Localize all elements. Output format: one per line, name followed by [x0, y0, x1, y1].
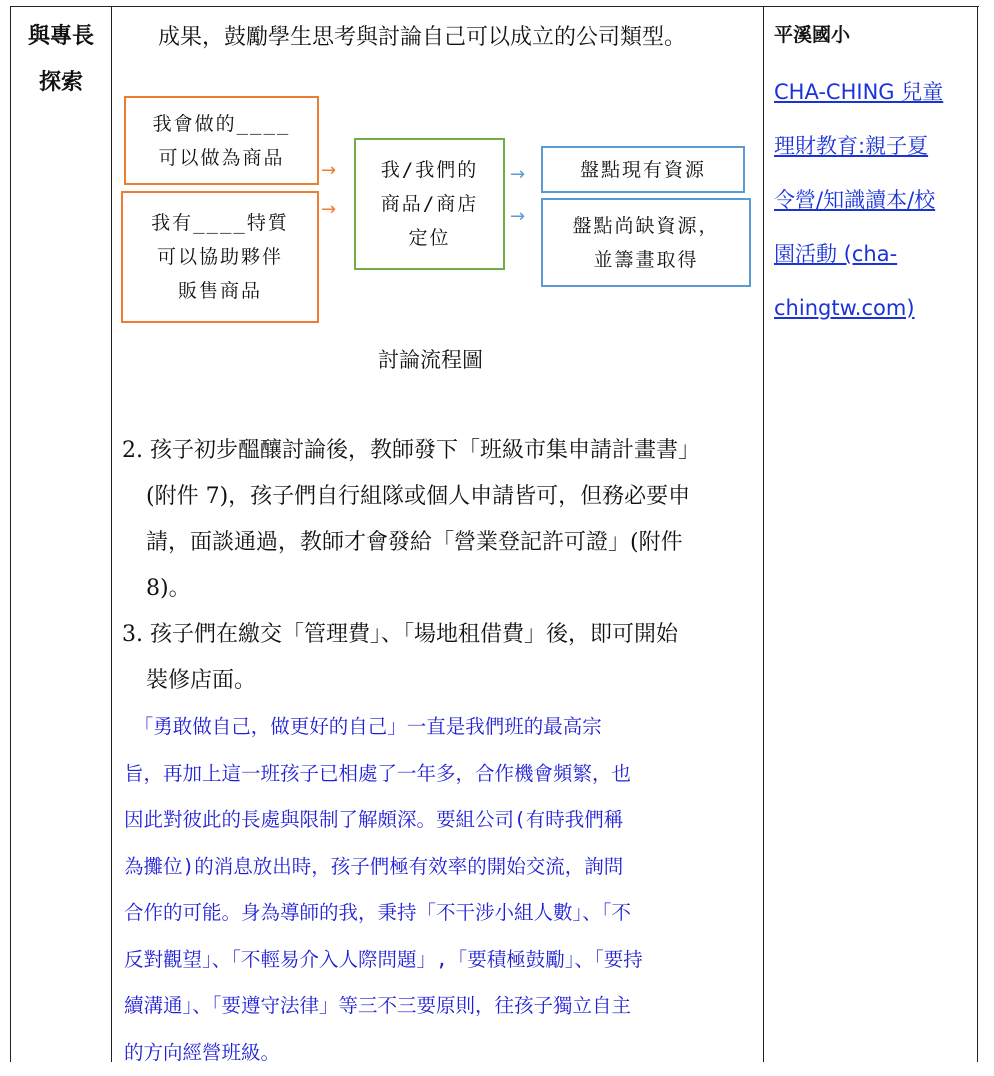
teacher-reflection	[124, 704, 752, 1076]
flow-box-line: 並籌畫取得	[593, 243, 698, 277]
flow-box-traits	[121, 191, 319, 323]
flow-box-line: 定位	[408, 221, 450, 255]
flow-box-line: 販售商品	[178, 274, 262, 308]
list-item-3	[122, 612, 678, 704]
list-item-2	[122, 428, 700, 612]
paragraph-line: 請，面談通過，教師才會發給「營業登記許可證」(附件	[122, 520, 700, 566]
resource-link-line[interactable]: chingtw.com)	[774, 281, 974, 335]
arrow-right-icon: →	[321, 162, 336, 180]
intro-text: 成果，鼓勵學生思考與討論自己可以成立的公司類型。	[158, 20, 686, 51]
paragraph-line: 3. 孩子們在繳交「管理費」、「場地租借費」後，即可開始	[122, 612, 678, 658]
resource-link-line[interactable]: 園活動 (cha-	[774, 227, 974, 281]
category-label-line2: 探索	[14, 60, 108, 106]
flow-box-can-make	[124, 96, 319, 185]
category-label-line1: 與專長	[14, 14, 108, 60]
column-divider-1	[111, 6, 112, 1062]
table-left-border	[10, 6, 11, 1062]
arrow-right-icon: →	[510, 166, 525, 184]
reflection-line: 「勇敢做自己，做更好的自己」一直是我們班的最高宗	[124, 704, 752, 751]
flow-box-line: 商品/商店	[381, 187, 478, 221]
reflection-line: 因此對彼此的長處與限制了解頗深。要組公司(有時我們稱	[124, 797, 752, 844]
flow-box-line: 盤點現有資源	[580, 153, 706, 187]
flow-box-missing-resources	[541, 198, 751, 287]
reflection-line: 為攤位)的消息放出時，孩子們極有效率的開始交流，詢問	[124, 844, 752, 891]
reflection-line: 合作的可能。身為導師的我，秉持「不干涉小組人數」、「不	[124, 890, 752, 937]
resource-link-line[interactable]: 令營/知識讀本/校	[774, 173, 974, 227]
school-name: 平溪國小	[774, 20, 974, 47]
arrow-right-icon: →	[510, 208, 525, 226]
reflection-line: 續溝通」、「要遵守法律」等三不三要原則，往孩子獨立自主	[124, 983, 752, 1030]
reflection-line: 旨，再加上這一班孩子已相處了一年多，合作機會頻繁，也	[124, 751, 752, 798]
paragraph-line: 2. 孩子初步醞釀討論後，教師發下「班級市集申請計畫書」	[122, 428, 700, 474]
flow-box-line: 我有____特質	[151, 206, 289, 240]
flow-box-line: 我/我們的	[381, 153, 478, 187]
table-right-border	[977, 6, 978, 1062]
resources-column	[774, 20, 974, 335]
paragraph-line: 8)。	[122, 566, 700, 612]
column-divider-2	[763, 6, 764, 1062]
resource-link[interactable]	[774, 65, 974, 335]
flow-box-line: 可以做為商品	[158, 141, 284, 175]
flowchart-caption: 討論流程圖	[378, 344, 483, 374]
reflection-line: 反對觀望」、「不輕易介入人際問題」,「要積極鼓勵」、「要持	[124, 937, 752, 984]
flow-box-line: 可以協助夥伴	[157, 240, 283, 274]
flow-box-line: 盤點尚缺資源，	[572, 209, 719, 243]
arrow-right-icon: →	[321, 201, 336, 219]
flow-box-existing-resources	[541, 146, 745, 193]
resource-link-line[interactable]: CHA-CHING 兒童	[774, 65, 974, 119]
flow-box-line: 我會做的____	[153, 107, 291, 141]
reflection-line: 的方向經營班級。	[124, 1030, 752, 1076]
paragraph-line: (附件 7)，孩子們自行組隊或個人申請皆可，但務必要申	[122, 474, 700, 520]
paragraph-line: 裝修店面。	[122, 658, 678, 704]
table-top-border	[10, 6, 979, 7]
flow-box-positioning	[354, 138, 505, 270]
resource-link-line[interactable]: 理財教育:親子夏	[774, 119, 974, 173]
